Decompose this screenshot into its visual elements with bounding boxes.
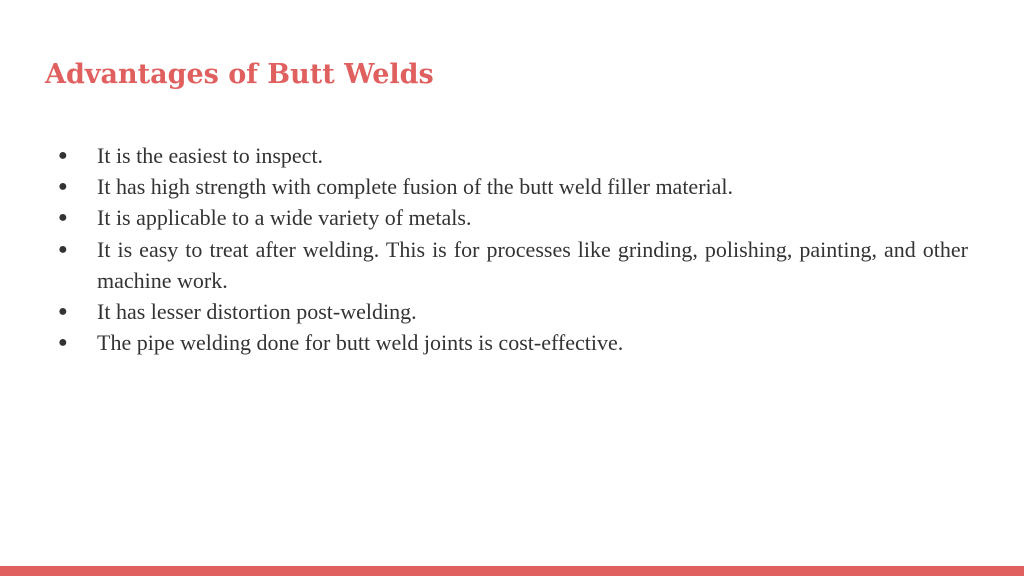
bullet-icon: ●: [58, 303, 68, 321]
bullet-icon: ●: [58, 209, 68, 227]
list-item: [54, 202, 968, 233]
bullet-icon: ●: [58, 334, 68, 352]
list-item-text: The pipe welding done for butt weld joints is cost-effective.: [97, 330, 624, 356]
bullet-list: [54, 140, 968, 358]
list-item: [54, 296, 968, 327]
list-item-text: It is easy to treat after welding. This is for processes like grinding, polishing, painting, and other machine work.: [97, 236, 968, 293]
slide-title: Advantages of Butt Welds: [45, 59, 434, 90]
accent-bar: [0, 566, 1024, 576]
list-item-text: It has lesser distortion post-welding.: [97, 299, 417, 325]
list-item: [54, 171, 968, 202]
list-item-text: It is applicable to a wide variety of metals.: [97, 205, 472, 231]
list-item: [54, 234, 968, 296]
list-item-text: It has high strength with complete fusion of the butt weld filler material.: [97, 174, 734, 200]
list-item: [54, 327, 968, 358]
bullet-icon: ●: [58, 147, 68, 164]
bullet-icon: ●: [58, 178, 68, 196]
bullet-icon: ●: [58, 240, 68, 258]
list-item-text: It is the easiest to inspect.: [97, 143, 324, 168]
list-item: [54, 140, 968, 171]
